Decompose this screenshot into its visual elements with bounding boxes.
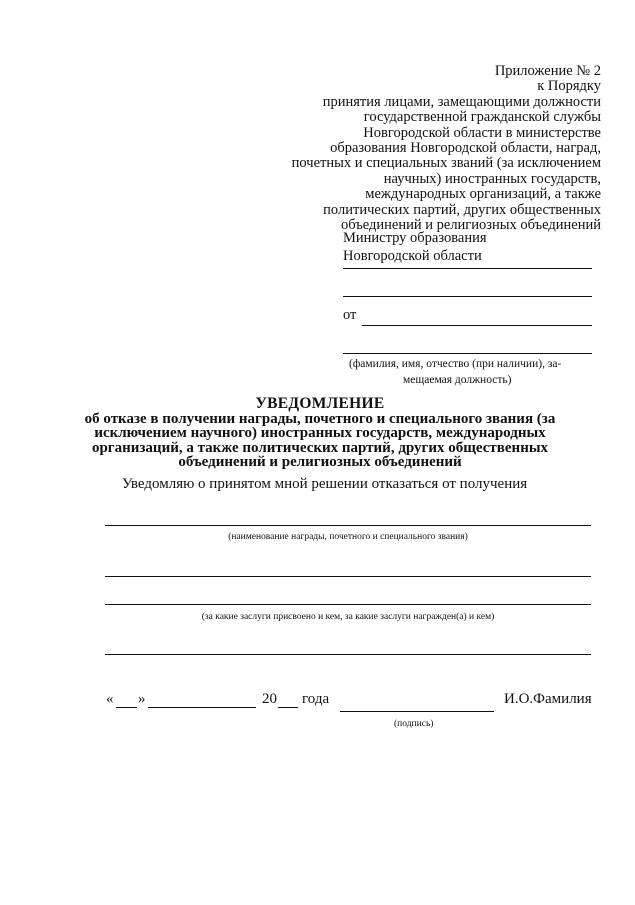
addressee-blank-line[interactable]	[343, 296, 592, 297]
notice-subtitle-line: исключением научного) иностранных государств, международных	[94, 425, 546, 441]
day-field[interactable]	[116, 707, 137, 708]
merit-caption: (за какие заслуги присвоено и кем, за какие заслуги награжден(а) и кем)	[201, 612, 495, 622]
appendix-line: государственной гражданской службы	[363, 109, 601, 126]
addressee-hint-2: мещаемая должность)	[403, 374, 512, 386]
month-field[interactable]	[148, 707, 256, 708]
award-name-field[interactable]	[105, 525, 591, 526]
year-suffix: года	[302, 691, 330, 707]
appendix-line: политических партий, других общественных	[323, 201, 601, 218]
year-field[interactable]	[278, 707, 298, 708]
notice-statement: Уведомляю о принятом мной решении отказаться от получения	[122, 476, 528, 492]
addressee-hint-1: (фамилия, имя, отчество (при наличии), за-	[349, 358, 562, 370]
from-field[interactable]	[362, 325, 592, 326]
from-blank-line[interactable]	[343, 353, 592, 354]
addressee-line-2: Новгородской области	[343, 248, 482, 264]
appendix-line: принятия лицами, замещающими должности	[322, 93, 601, 110]
signature-field[interactable]	[340, 711, 494, 712]
notice-title	[60, 397, 580, 470]
appendix-line: к Порядку	[537, 78, 601, 95]
appendix-block	[271, 64, 601, 233]
year-prefix: 20	[262, 691, 277, 707]
appendix-line: научных) иностранных государств,	[383, 170, 601, 187]
merit-field[interactable]	[105, 604, 591, 605]
award-caption: (наименование награды, почетного и специального звания)	[228, 532, 468, 542]
signature-caption: (подпись)	[394, 719, 434, 729]
date-quote-close: »	[138, 691, 146, 707]
date-quote-open: «	[106, 691, 114, 707]
appendix-line: почетных и специальных званий (за исключением	[291, 155, 601, 172]
appendix-line: Новгородской области в министерстве	[363, 124, 601, 141]
notice-subtitle-line: организаций, а также политических партий, других общественных	[91, 439, 549, 456]
addressee-line-1: Министру образования	[343, 230, 487, 246]
appendix-line: образования Новгородской области, наград,	[330, 140, 601, 157]
appendix-line: Приложение № 2	[494, 63, 601, 79]
notice-subtitle-line: объединений и религиозных объединений	[178, 454, 462, 470]
appendix-line: объединений и религиозных объединений	[341, 217, 601, 234]
appendix-line: международных организаций, а также	[365, 186, 601, 203]
notice-heading: УВЕДОМЛЕНИЕ	[255, 395, 385, 412]
notice-subtitle-line: об отказе в получении награды, почетного и специального звания (за	[84, 410, 556, 427]
merit-field-2[interactable]	[105, 654, 591, 655]
from-label: от	[343, 307, 357, 323]
addressee-underline	[343, 268, 592, 269]
award-name-field-2[interactable]	[105, 576, 591, 577]
signer-name: И.О.Фамилия	[504, 691, 592, 707]
